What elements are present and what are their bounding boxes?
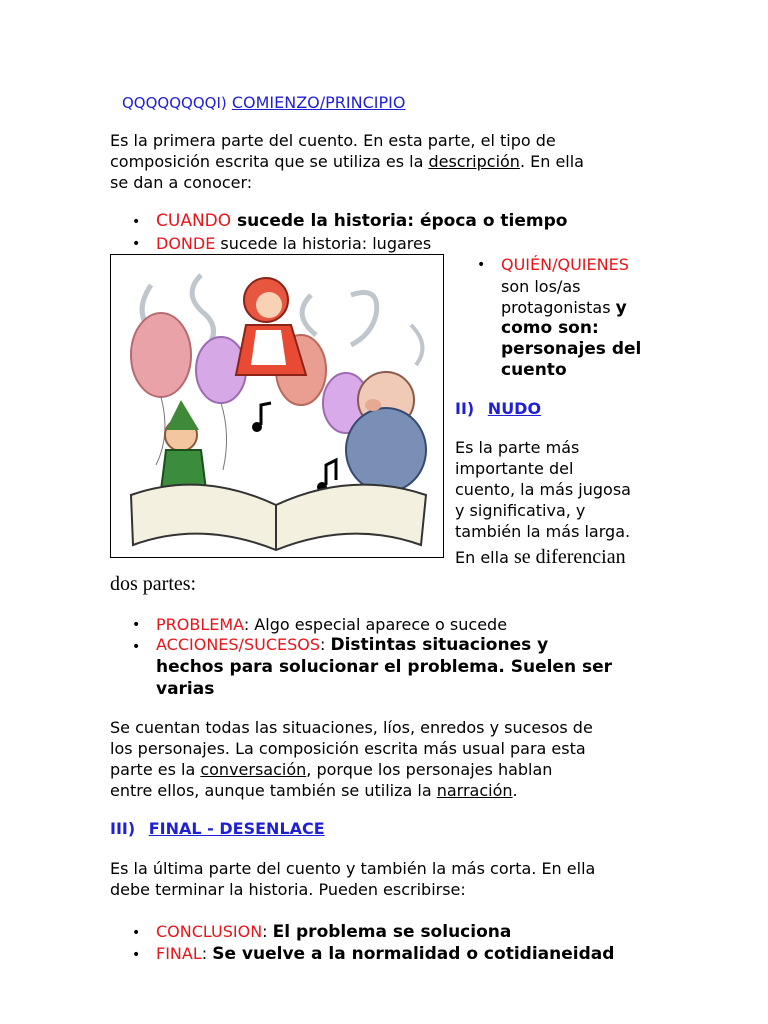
quien-line-5: cuento bbox=[501, 360, 567, 380]
text-fragment: y bbox=[615, 298, 627, 318]
section-1-title: COMIENZO/PRINCIPIO bbox=[231, 93, 406, 112]
final-para-line-1: Es la última parte del cuento y también la más corta. En ella bbox=[110, 859, 596, 878]
bullet-acciones-line-2: hechos para solucionar el problema. Suelen ser bbox=[156, 657, 613, 677]
nudo-line-7: dos partes: bbox=[110, 573, 197, 595]
section-1-line-2 bbox=[110, 151, 584, 172]
quien-line-2 bbox=[501, 297, 627, 319]
quien-line-3: como son: bbox=[501, 318, 599, 338]
bullet-acciones-line-3: varias bbox=[156, 679, 215, 699]
bullet-problema bbox=[156, 614, 507, 635]
nudo-para-line-3 bbox=[110, 759, 552, 780]
nudo-para-line-1: Se cuentan todas las situaciones, líos, enredos y sucesos de bbox=[110, 718, 593, 737]
bullet-text: Se vuelve a la normalidad o cotidianeidad bbox=[212, 944, 615, 964]
storybook-clipart bbox=[111, 255, 443, 557]
bullet-conclusion bbox=[156, 920, 511, 944]
text-fragment: . bbox=[512, 781, 518, 800]
text-fragment: protagonistas bbox=[501, 298, 616, 317]
nudo-line-6 bbox=[455, 545, 626, 570]
bullet-text: sucede la historia: lugares bbox=[215, 234, 432, 253]
bullet-dot: • bbox=[132, 214, 141, 230]
text-fragment: se diferencian bbox=[513, 546, 626, 568]
bullet-dot: • bbox=[132, 925, 141, 941]
section-1-line-3: se dan a conocer: bbox=[110, 173, 253, 192]
bullet-term: DONDE bbox=[156, 234, 216, 253]
nudo-line-4: y significativa, y bbox=[455, 501, 586, 520]
bullet-term: ACCIONES/SUCESOS bbox=[156, 635, 320, 654]
text-fragment: : bbox=[201, 944, 213, 963]
conversacion-term: conversación bbox=[200, 760, 307, 779]
bullet-text: : Algo especial aparece o sucede bbox=[243, 615, 508, 634]
final-para-line-2: debe terminar la historia. Pueden escribirse: bbox=[110, 880, 466, 899]
section-3-prefix: III) bbox=[110, 819, 136, 838]
bullet-term: FINAL bbox=[156, 944, 202, 963]
nudo-para-line-2: los personajes. La composición escrita más usual para esta bbox=[110, 739, 586, 758]
nudo-line-3: cuento, la más jugosa bbox=[455, 480, 631, 499]
text-fragment: . En ella bbox=[519, 152, 584, 171]
nudo-line-1: Es la parte más bbox=[455, 438, 580, 457]
bullet-final bbox=[156, 942, 614, 966]
bullet-dot: • bbox=[132, 617, 141, 633]
quien-line-4: personajes del bbox=[501, 339, 642, 359]
nudo-line-2: importante del bbox=[455, 459, 574, 478]
section-1-prefix: QQQQQQQQI) bbox=[122, 94, 227, 112]
section-2-prefix: II) bbox=[455, 399, 475, 418]
descripcion-term: descripción bbox=[428, 152, 520, 171]
section-3-heading bbox=[110, 818, 325, 839]
text-fragment: : bbox=[262, 922, 273, 941]
bullet-text: Distintas situaciones y bbox=[330, 635, 549, 655]
bullet-dot: • bbox=[132, 947, 141, 963]
text-fragment: En ella bbox=[455, 548, 514, 567]
text-fragment: , porque los personajes hablan bbox=[306, 760, 553, 779]
bullet-acciones bbox=[156, 634, 548, 656]
text-fragment: entre ellos, aunque también se utiliza la bbox=[110, 781, 437, 800]
bullet-term: CUANDO bbox=[156, 211, 232, 231]
bullet-dot: • bbox=[477, 257, 486, 273]
bullet-dot: • bbox=[132, 236, 141, 252]
nudo-line-5: también la más larga. bbox=[455, 522, 631, 541]
narracion-term: narración bbox=[436, 781, 513, 800]
nudo-para-line-4 bbox=[110, 780, 518, 801]
section-1-line-1: Es la primera parte del cuento. En esta parte, el tipo de bbox=[110, 131, 556, 150]
bullet-cuando bbox=[156, 210, 567, 233]
bullet-text: El problema se soluciona bbox=[272, 922, 512, 942]
section-1-heading bbox=[122, 92, 405, 114]
text-fragment: parte es la bbox=[110, 760, 201, 779]
text-fragment: composición escrita que se utiliza es la bbox=[110, 152, 429, 171]
bullet-text: sucede la historia: época o tiempo bbox=[231, 211, 568, 231]
bullet-dot: • bbox=[132, 639, 141, 655]
section-2-heading bbox=[455, 398, 541, 419]
bullet-term: CONCLUSION bbox=[156, 922, 263, 941]
story-illustration bbox=[110, 254, 444, 558]
text-fragment: : bbox=[320, 635, 331, 654]
section-2-title: NUDO bbox=[487, 399, 542, 418]
section-3-title: FINAL - DESENLACE bbox=[148, 819, 325, 838]
bullet-donde bbox=[156, 233, 431, 254]
quien-line-1: son los/as bbox=[501, 277, 581, 296]
quien-term: QUIÉN/QUIENES bbox=[501, 255, 629, 274]
bullet-term: PROBLEMA bbox=[156, 615, 244, 634]
